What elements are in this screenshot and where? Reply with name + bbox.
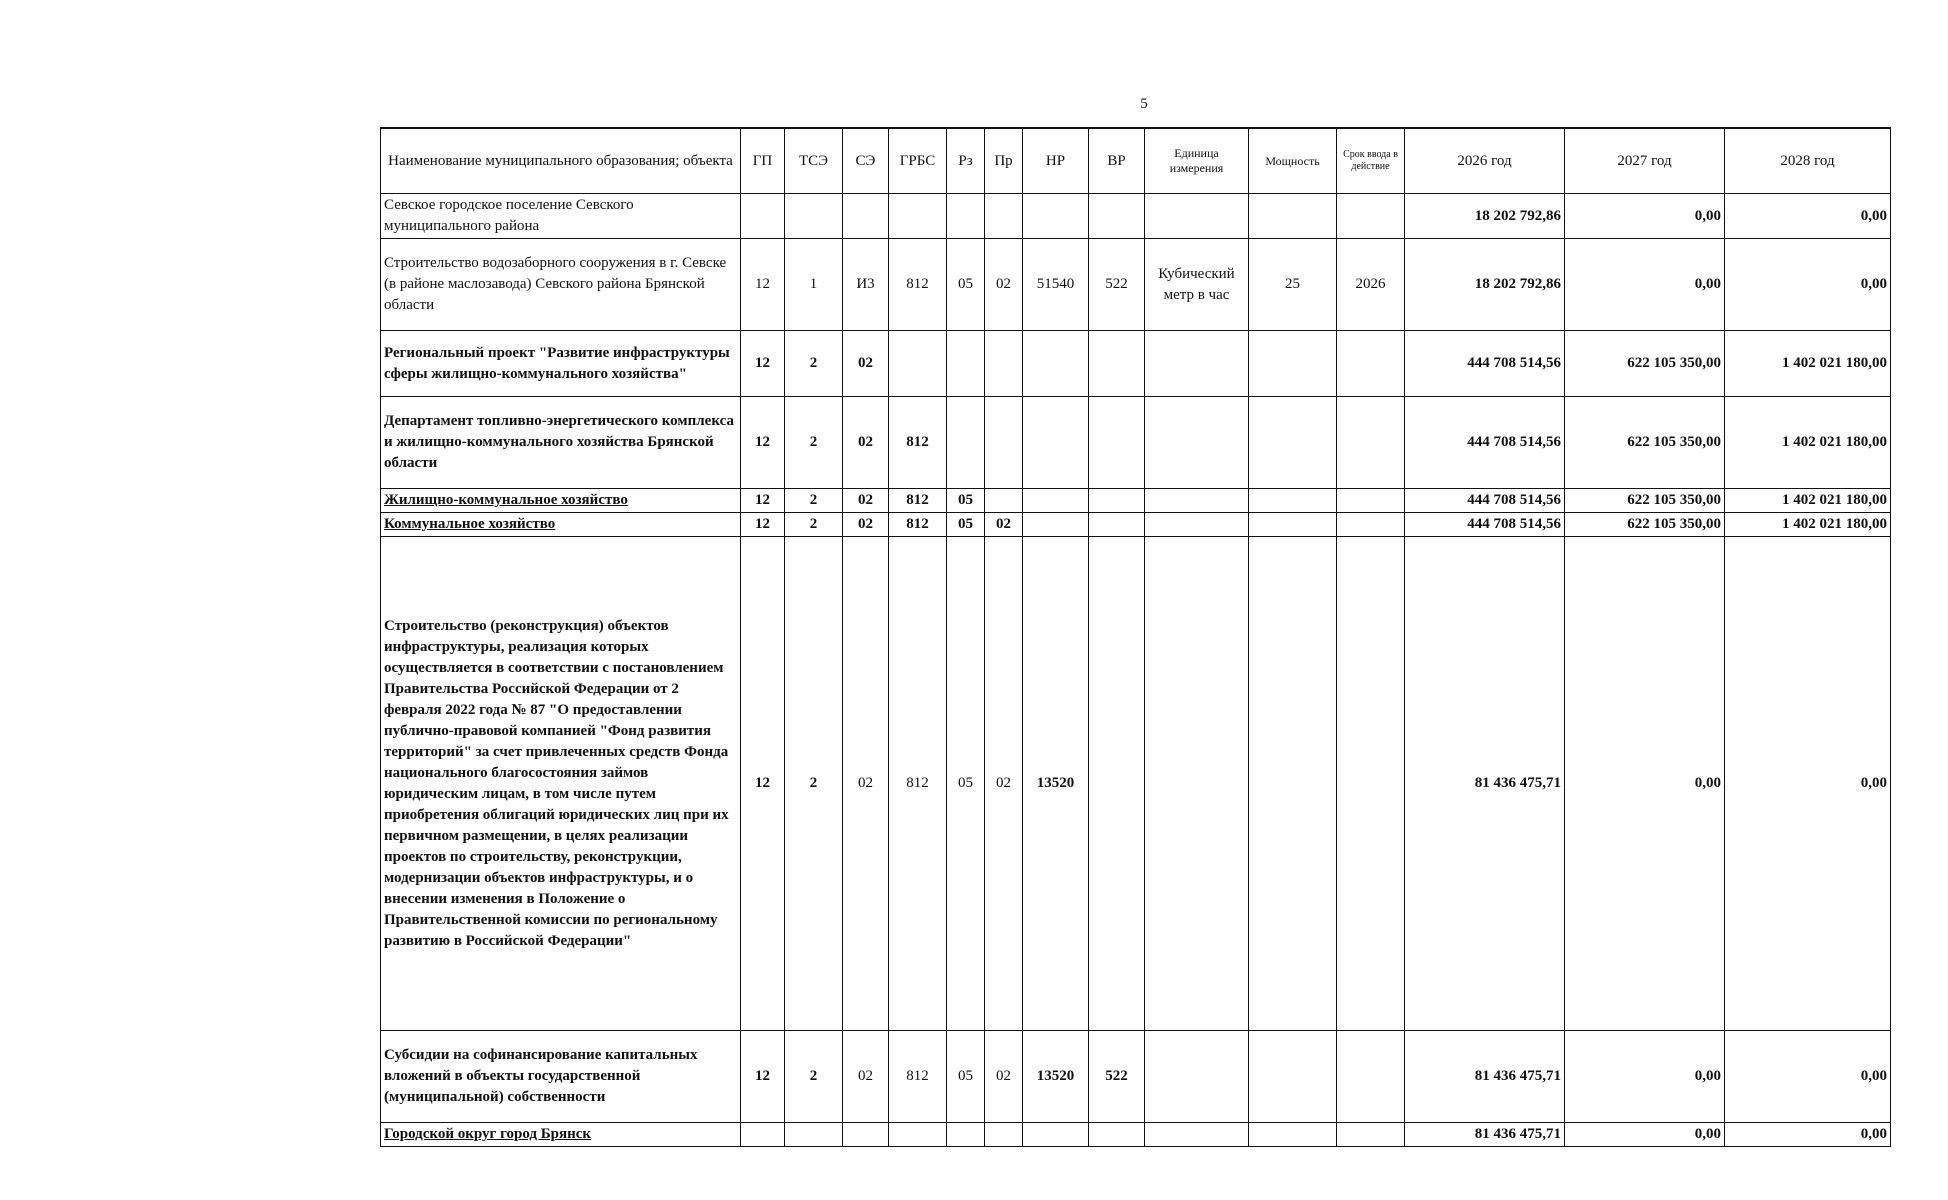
row-se	[843, 1123, 889, 1147]
table-row	[381, 397, 1891, 489]
row-2028: 1 402 021 180,00	[1725, 397, 1891, 489]
row-gp: 12	[741, 331, 785, 397]
row-name: Департамент топливно-энергетического комплекса и жилищно-коммунального хозяйства Брянской области	[381, 397, 741, 489]
row-2027: 622 105 350,00	[1565, 513, 1725, 537]
row-grbs	[889, 1123, 947, 1147]
header-power: Мощность	[1249, 128, 1337, 194]
row-grbs	[889, 194, 947, 239]
header-pr: Пр	[985, 128, 1023, 194]
row-power	[1249, 1123, 1337, 1147]
row-name: Коммунальное хозяйство	[381, 513, 741, 537]
row-gp	[741, 1123, 785, 1147]
table-row	[381, 1031, 1891, 1123]
row-se: И3	[843, 239, 889, 331]
row-grbs	[889, 331, 947, 397]
row-gp: 12	[741, 239, 785, 331]
row-unit	[1145, 194, 1249, 239]
row-pr: 02	[985, 513, 1023, 537]
row-2027: 0,00	[1565, 1031, 1725, 1123]
header-name: Наименование муниципального образования; объекта	[381, 128, 741, 194]
row-term	[1337, 331, 1405, 397]
header-term: Срок ввода в действие	[1337, 128, 1405, 194]
row-pr	[985, 397, 1023, 489]
row-term	[1337, 513, 1405, 537]
row-gp: 12	[741, 537, 785, 1031]
row-grbs: 812	[889, 537, 947, 1031]
row-unit	[1145, 397, 1249, 489]
row-gp	[741, 194, 785, 239]
row-unit	[1145, 513, 1249, 537]
row-pr: 02	[985, 239, 1023, 331]
row-nr	[1023, 331, 1089, 397]
row-2026: 444 708 514,56	[1405, 489, 1565, 513]
row-2027: 622 105 350,00	[1565, 489, 1725, 513]
row-tse: 1	[785, 239, 843, 331]
row-pr: 02	[985, 1031, 1023, 1123]
row-2026: 444 708 514,56	[1405, 331, 1565, 397]
row-2026: 444 708 514,56	[1405, 397, 1565, 489]
row-grbs: 812	[889, 513, 947, 537]
row-se: 02	[843, 513, 889, 537]
row-rz	[947, 331, 985, 397]
row-tse: 2	[785, 489, 843, 513]
row-vr: 522	[1089, 1031, 1145, 1123]
row-vr	[1089, 537, 1145, 1031]
row-tse: 2	[785, 513, 843, 537]
row-gp: 12	[741, 1031, 785, 1123]
row-rz: 05	[947, 513, 985, 537]
row-pr: 02	[985, 537, 1023, 1031]
row-2027: 0,00	[1565, 194, 1725, 239]
row-tse: 2	[785, 1031, 843, 1123]
row-term	[1337, 1031, 1405, 1123]
table-row	[381, 1123, 1891, 1147]
row-tse: 2	[785, 397, 843, 489]
table-row	[381, 489, 1891, 513]
row-gp: 12	[741, 513, 785, 537]
table-row	[381, 513, 1891, 537]
row-name: Субсидии на софинансирование капитальных вложений в объекты государственной (муниципальной) собственности	[381, 1031, 741, 1123]
row-pr	[985, 194, 1023, 239]
row-2028: 1 402 021 180,00	[1725, 513, 1891, 537]
row-nr: 13520	[1023, 1031, 1089, 1123]
row-tse	[785, 1123, 843, 1147]
row-name: Жилищно-коммунальное хозяйство	[381, 489, 741, 513]
row-power	[1249, 194, 1337, 239]
row-2027: 622 105 350,00	[1565, 397, 1725, 489]
row-2028: 0,00	[1725, 537, 1891, 1031]
row-power: 25	[1249, 239, 1337, 331]
table-row	[381, 239, 1891, 331]
table-row	[381, 194, 1891, 239]
header-2028: 2028 год	[1725, 128, 1891, 194]
row-power	[1249, 331, 1337, 397]
page-number: 5	[1140, 96, 1148, 112]
row-se: 02	[843, 397, 889, 489]
row-name: Севское городское поселение Севского муниципального района	[381, 194, 741, 239]
row-2026: 444 708 514,56	[1405, 513, 1565, 537]
row-2027: 0,00	[1565, 239, 1725, 331]
row-2028: 0,00	[1725, 1031, 1891, 1123]
row-rz	[947, 1123, 985, 1147]
row-nr	[1023, 1123, 1089, 1147]
row-2026: 18 202 792,86	[1405, 239, 1565, 331]
row-nr: 51540	[1023, 239, 1089, 331]
header-se: СЭ	[843, 128, 889, 194]
row-term	[1337, 1123, 1405, 1147]
row-term	[1337, 489, 1405, 513]
row-2028: 0,00	[1725, 1123, 1891, 1147]
header-row	[381, 128, 1891, 194]
row-2028: 0,00	[1725, 194, 1891, 239]
row-unit: Кубический метр в час	[1145, 239, 1249, 331]
header-rz: Рз	[947, 128, 985, 194]
row-pr	[985, 1123, 1023, 1147]
row-se: 02	[843, 489, 889, 513]
row-nr: 13520	[1023, 537, 1089, 1031]
row-vr	[1089, 489, 1145, 513]
table-row	[381, 331, 1891, 397]
row-power	[1249, 1031, 1337, 1123]
row-name: Городской округ город Брянск	[381, 1123, 741, 1147]
row-rz	[947, 397, 985, 489]
header-2027: 2027 год	[1565, 128, 1725, 194]
row-2028: 0,00	[1725, 239, 1891, 331]
row-gp: 12	[741, 489, 785, 513]
row-unit	[1145, 1031, 1249, 1123]
row-2026: 81 436 475,71	[1405, 1031, 1565, 1123]
row-term	[1337, 194, 1405, 239]
row-2027: 622 105 350,00	[1565, 331, 1725, 397]
row-power	[1249, 489, 1337, 513]
row-vr	[1089, 397, 1145, 489]
row-se: 02	[843, 537, 889, 1031]
row-power	[1249, 397, 1337, 489]
row-term	[1337, 397, 1405, 489]
row-unit	[1145, 1123, 1249, 1147]
row-vr	[1089, 194, 1145, 239]
row-grbs: 812	[889, 1031, 947, 1123]
row-grbs: 812	[889, 489, 947, 513]
header-tse: ТСЭ	[785, 128, 843, 194]
row-pr	[985, 331, 1023, 397]
row-name: Строительство (реконструкция) объектов инфраструктуры, реализация которых осуществляется в соответствии с постановлением Правительства Российской Федерации от 2 февраля 2022 года № 87 "О предоставлении публично-правовой компанией "Фонд развития территорий" за счет привлеченных средств Фонда национального благосостояния займов юридическим лицам, в том числе путем приобретения облигаций юридических лиц при их первичном размещении, в целях реализации проектов по строительству, реконструкции, модернизации объектов инфраструктуры, и о внесении изменения в Положение о Правительственной комиссии по региональному развитию в Российской Федерации"	[381, 537, 741, 1031]
row-tse: 2	[785, 331, 843, 397]
row-2026: 81 436 475,71	[1405, 1123, 1565, 1147]
row-tse	[785, 194, 843, 239]
header-gp: ГП	[741, 128, 785, 194]
row-rz: 05	[947, 537, 985, 1031]
header-vr: ВР	[1089, 128, 1145, 194]
row-unit	[1145, 331, 1249, 397]
row-pr	[985, 489, 1023, 513]
row-name: Строительство водозаборного сооружения в г. Севске (в районе маслозавода) Севского района Брянской области	[381, 239, 741, 331]
budget-table	[380, 127, 1891, 1147]
row-unit	[1145, 489, 1249, 513]
row-2027: 0,00	[1565, 1123, 1725, 1147]
header-unit: Единица измерения	[1145, 128, 1249, 194]
row-rz	[947, 194, 985, 239]
header-2026: 2026 год	[1405, 128, 1565, 194]
row-se: 02	[843, 331, 889, 397]
row-2028: 1 402 021 180,00	[1725, 331, 1891, 397]
row-tse: 2	[785, 537, 843, 1031]
row-vr	[1089, 513, 1145, 537]
row-2026: 81 436 475,71	[1405, 537, 1565, 1031]
row-grbs: 812	[889, 397, 947, 489]
row-rz: 05	[947, 1031, 985, 1123]
row-gp: 12	[741, 397, 785, 489]
row-vr	[1089, 1123, 1145, 1147]
row-rz: 05	[947, 489, 985, 513]
row-vr	[1089, 331, 1145, 397]
row-vr: 522	[1089, 239, 1145, 331]
row-name: Региональный проект "Развитие инфраструктуры сферы жилищно-коммунального хозяйства"	[381, 331, 741, 397]
row-power	[1249, 513, 1337, 537]
row-rz: 05	[947, 239, 985, 331]
row-unit	[1145, 537, 1249, 1031]
header-grbs: ГРБС	[889, 128, 947, 194]
row-nr	[1023, 397, 1089, 489]
header-nr: НР	[1023, 128, 1089, 194]
row-se	[843, 194, 889, 239]
row-se: 02	[843, 1031, 889, 1123]
row-nr	[1023, 489, 1089, 513]
row-term	[1337, 537, 1405, 1031]
row-nr	[1023, 513, 1089, 537]
table-row	[381, 537, 1891, 1031]
row-2028: 1 402 021 180,00	[1725, 489, 1891, 513]
row-2026: 18 202 792,86	[1405, 194, 1565, 239]
row-grbs: 812	[889, 239, 947, 331]
row-term: 2026	[1337, 239, 1405, 331]
row-nr	[1023, 194, 1089, 239]
row-power	[1249, 537, 1337, 1031]
row-2027: 0,00	[1565, 537, 1725, 1031]
